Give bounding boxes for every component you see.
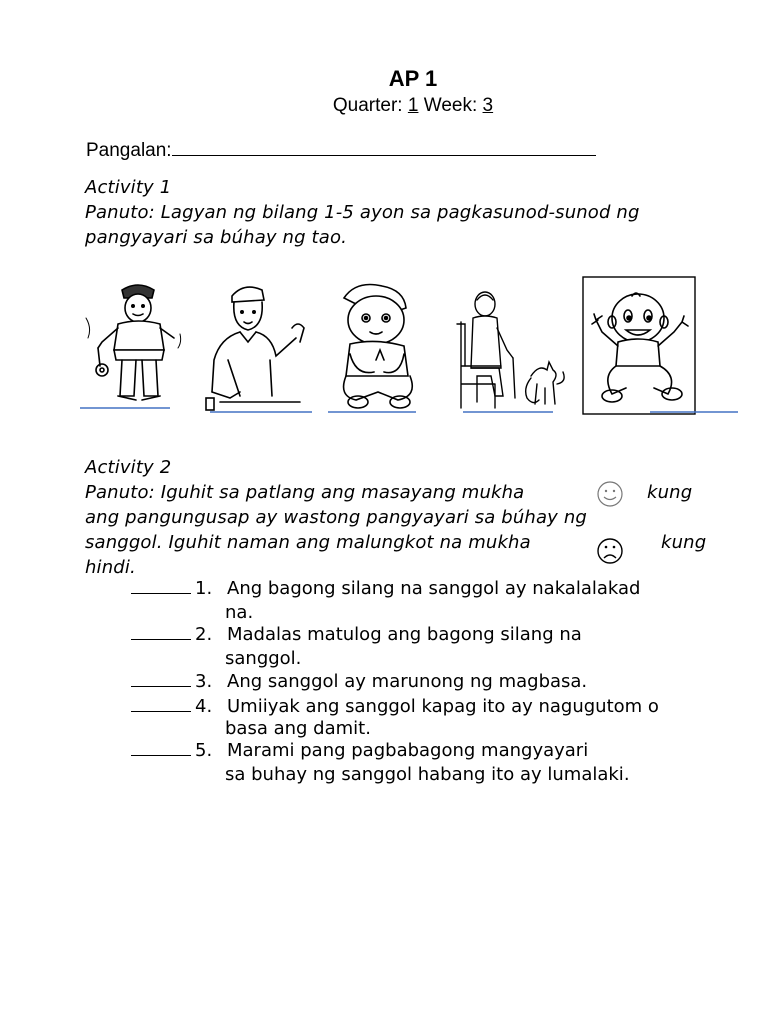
quarter-week-line [0, 95, 768, 117]
list-item [131, 624, 582, 669]
name-blank-line[interactable] [172, 141, 596, 156]
activity2-instruction-line-1-end: kung [647, 482, 693, 503]
answer-blank-5[interactable] [131, 741, 191, 756]
answer-blank-3[interactable] [131, 672, 191, 687]
list-item [131, 740, 630, 785]
boy-with-yoyo-picture [78, 278, 186, 413]
item-text: Ang sanggol ay marunong ng magbasa. [227, 671, 588, 692]
sad-face-icon [593, 536, 627, 566]
item-number: 5. [195, 740, 213, 761]
elderly-man-with-cat-picture [455, 288, 571, 416]
week-value: 3 [482, 95, 494, 116]
quarter-value: 1 [407, 95, 419, 116]
activity2-instruction-line-4: hindi. [85, 557, 136, 578]
item-text: Madalas matulog ang bagong silang na [227, 624, 582, 645]
list-item [131, 696, 659, 739]
activity1-heading: Activity 1 [85, 177, 172, 198]
item-text: Marami pang pagbabagong mangyayari [227, 740, 589, 761]
baby-picture [582, 276, 740, 416]
quarter-label: Quarter: [332, 95, 403, 116]
name-label: Pangalan: [86, 140, 172, 161]
list-item [131, 671, 588, 692]
activity1-instructions [85, 201, 725, 250]
item-number: 4. [195, 696, 213, 717]
activity1-instruction-line-1: Panuto: Lagyan ng bilang 1-5 ayon sa pagkasunod-sunod ng [85, 202, 640, 223]
activity2-instruction-line-3: sanggol. Iguhit naman ang malungkot na mukha [85, 532, 531, 553]
item-text-continued: na. [225, 602, 254, 623]
activity2-instruction-line-2: ang pangungusap ay wastong pangyayari sa búhay ng [85, 507, 587, 528]
item-text-continued: basa ang damit. [225, 718, 371, 739]
item-number: 2. [195, 624, 213, 645]
happy-face-icon [593, 479, 627, 509]
activity2-heading: Activity 2 [85, 457, 172, 478]
young-man-waving-picture [200, 280, 316, 416]
answer-blank-1[interactable] [131, 579, 191, 594]
item-number: 3. [195, 671, 213, 692]
answer-blank-2[interactable] [131, 625, 191, 640]
item-text: Umiiyak ang sanggol kapag ito ay nagugutom o [227, 696, 659, 717]
week-label: Week: [423, 95, 478, 116]
item-text-continued: sanggol. [225, 648, 302, 669]
list-item [131, 578, 641, 623]
name-field[interactable] [86, 140, 596, 162]
activity1-instruction-line-2: pangyayari sa búhay ng tao. [85, 226, 347, 248]
page-title: AP 1 [388, 66, 438, 91]
item-number: 1. [195, 578, 213, 599]
answer-blank-4[interactable] [131, 697, 191, 712]
activity2-instruction-line-3-end: kung [661, 532, 707, 553]
activity2-instruction-line-1: Panuto: Iguhit sa patlang ang masayang mukha [85, 482, 525, 503]
item-text: Ang bagong silang na sanggol ay nakalalakad [227, 578, 641, 599]
child-playing-picture [326, 280, 430, 416]
item-text-continued: sa buhay ng sanggol habang ito ay lumalaki. [225, 764, 630, 785]
